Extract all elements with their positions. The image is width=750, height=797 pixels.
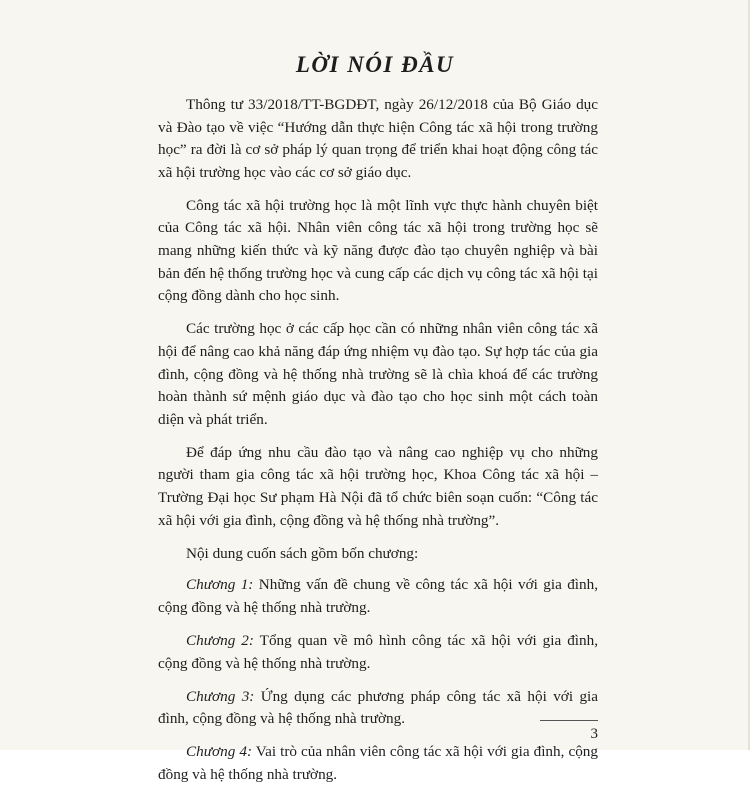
chapter-2-label: Chương 2:: [186, 631, 254, 649]
paragraph-4: Để đáp ứng nhu cầu đào tạo và nâng cao nghiệp vụ cho những người tham gia công tác xã hội trường học, Khoa Công tác xã hội – Trường Đại học Sư phạm Hà Nội đã tổ chức biên soạn cuốn: “Công tác xã hội với gia đình, cộng đồng và hệ thống nhà trường”.: [158, 443, 598, 529]
chapter-1-text: Những vấn đề chung về công tác xã hội với gia đình, cộng đồng và hệ thống nhà trường.: [158, 576, 599, 616]
chapter-1: [158, 574, 598, 619]
chapter-3-label: Chương 3:: [186, 687, 255, 705]
chapter-2-text: Tổng quan về mô hình công tác xã hội với gia đình, cộng đồng và hệ thống nhà trường.: [158, 631, 599, 672]
chapter-4-label: Chương 4:: [186, 743, 253, 761]
paragraph-5: Nội dung cuốn sách gồm bốn chương:: [186, 544, 419, 562]
paragraph-2: Công tác xã hội trường học là một lĩnh vực thực hành chuyên biệt của Công tác xã hội. Nhân viên công tác xã hội trong trường học sẽ mang những kiến thức và kỹ năng được đào tạo chuyên nghiệp và bài bản đến hệ thống trường học và cung cấp các dịch vụ công tác xã hội tại cộng đồng dành cho học sinh.: [158, 196, 598, 305]
chapter-2: [158, 630, 598, 675]
paragraph-1: Thông tư 33/2018/TT-BGDĐT, ngày 26/12/2018 của Bộ Giáo dục và Đào tạo về việc “Hướng dẫn thực hiện Công tác xã hội trong trường học” ra đời là cơ sở pháp lý quan trọng để triển khai hoạt động công tác xã hội trường học vào các cơ sở giáo dục.: [158, 96, 598, 181]
preface-body: [158, 94, 598, 797]
page-title: LỜI NÓI ĐẦU: [295, 52, 455, 77]
page-number: 3: [590, 726, 598, 742]
paragraph-3: Các trường học ở các cấp học cần có những nhân viên công tác xã hội để nâng cao khả năng đáp ứng nhiệm vụ đào tạo. Sự hợp tác của gia đình, cộng đồng và hệ thống nhà trường sẽ là chìa khoá để các trường hoàn thành sứ mệnh giáo dục và đào tạo cho học sinh một cách toàn diện và phát triển.: [158, 320, 598, 428]
chapter-4: [158, 741, 598, 786]
chapter-3: [158, 686, 598, 731]
footer-rule: [540, 720, 598, 721]
chapter-1-label: Chương 1:: [186, 576, 254, 594]
chapter-3-text: Ứng dụng các phương pháp công tác xã hội với gia đình, cộng đồng và hệ thống nhà trường.: [158, 687, 599, 728]
chapter-4-text: Vai trò của nhân viên công tác xã hội với gia đình, cộng đồng và hệ thống nhà trường.: [158, 743, 598, 783]
